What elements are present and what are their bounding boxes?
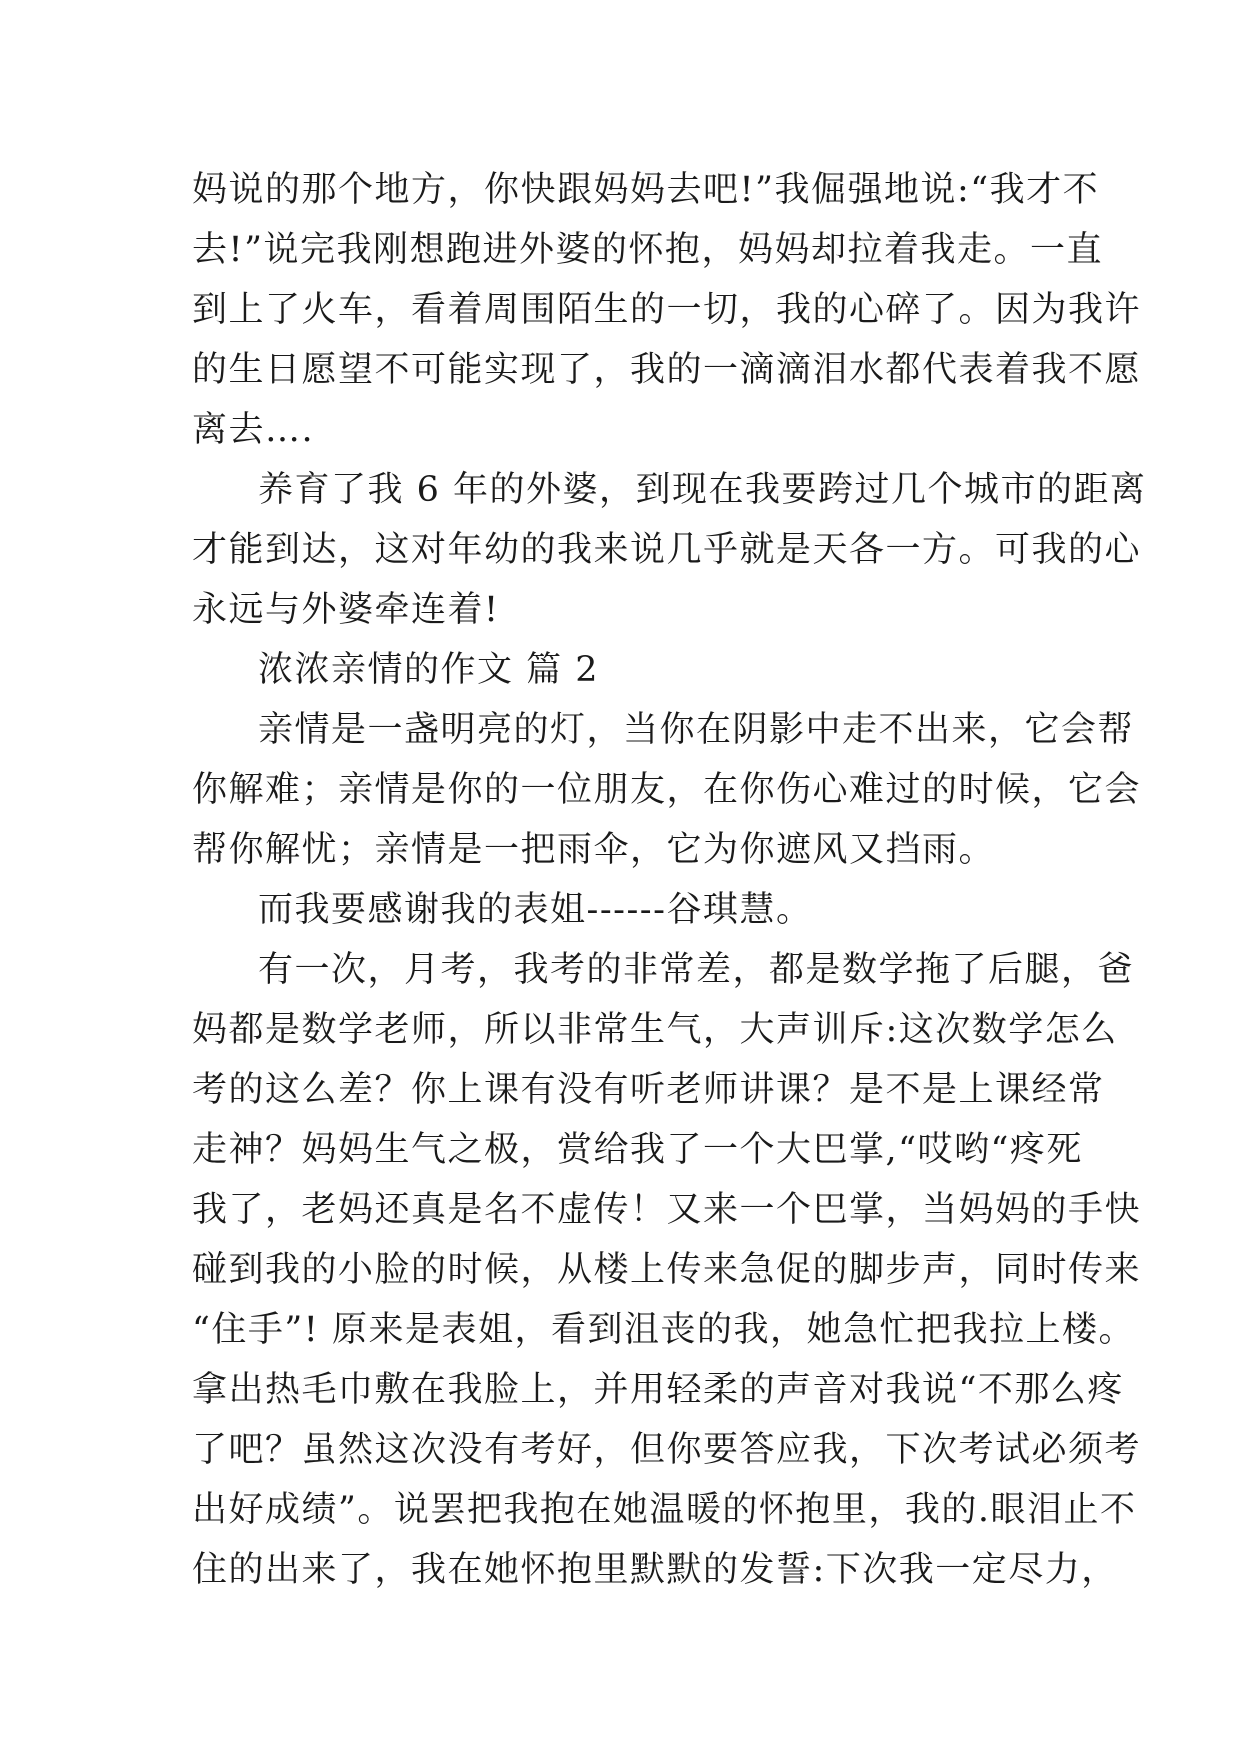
text-line: 拿出热毛巾敷在我脸上，并用轻柔的声音对我说“不那么疼 [192, 1370, 1124, 1410]
text-line: 去!”说完我刚想跑进外婆的怀抱，妈妈却拉着我走。一直 [192, 230, 1103, 270]
text-line: 住的出来了，我在她怀抱里默默的发誓:下次我一定尽力， [192, 1550, 1118, 1590]
text-line: 你解难；亲情是你的一位朋友，在你伤心难过的时候，它会 [192, 770, 1142, 810]
text-line: 浓浓亲情的作文 篇 2 [258, 650, 600, 690]
text-line: 妈说的那个地方，你快跟妈妈去吧!”我倔强地说:“我才不 [192, 170, 1100, 210]
text-line: 的生日愿望不可能实现了，我的一滴滴泪水都代表着我不愿 [192, 350, 1142, 390]
text-line: 帮你解忧；亲情是一把雨伞，它为你遮风又挡雨。 [192, 830, 996, 870]
essay-body [192, 160, 1147, 1600]
text-line: 妈都是数学老师，所以非常生气，大声训斥:这次数学怎么 [192, 1010, 1118, 1050]
text-line: 了吧？虽然这次没有考好，但你要答应我，下次考试必须考 [192, 1430, 1142, 1470]
text-line: 养育了我 6 年的外婆，到现在我要跨过几个城市的距离 [258, 470, 1147, 510]
text-line: 亲情是一盏明亮的灯，当你在阴影中走不出来，它会帮 [258, 710, 1135, 750]
text-line: 出好成绩”。说罢把我抱在她温暖的怀抱里，我的.眼泪止不 [192, 1490, 1137, 1530]
text-line: 有一次，月考，我考的非常差，都是数学拖了后腿，爸 [258, 950, 1135, 990]
text-line: 到上了火车，看着周围陌生的一切，我的心碎了。因为我许 [192, 290, 1142, 330]
text-line: 碰到我的小脸的时候，从楼上传来急促的脚步声，同时传来 [192, 1250, 1142, 1290]
text-line: 考的这么差？你上课有没有听老师讲课？是不是上课经常 [192, 1070, 1105, 1110]
text-line: 离去…. [192, 410, 315, 450]
text-line: 走神？妈妈生气之极，赏给我了一个大巴掌,“哎哟“疼死 [192, 1130, 1083, 1170]
text-line: 永远与外婆牵连着! [192, 590, 500, 630]
text-line: 才能到达，这对年幼的我来说几乎就是天各一方。可我的心 [192, 530, 1142, 570]
text-line: 我了，老妈还真是名不虚传！又来一个巴掌，当妈妈的手快 [192, 1190, 1142, 1230]
text-line: “住手”! 原来是表姐，看到沮丧的我，她急忙把我拉上楼。 [192, 1310, 1135, 1350]
text-line: 而我要感谢我的表姐------谷琪慧。 [258, 890, 813, 930]
